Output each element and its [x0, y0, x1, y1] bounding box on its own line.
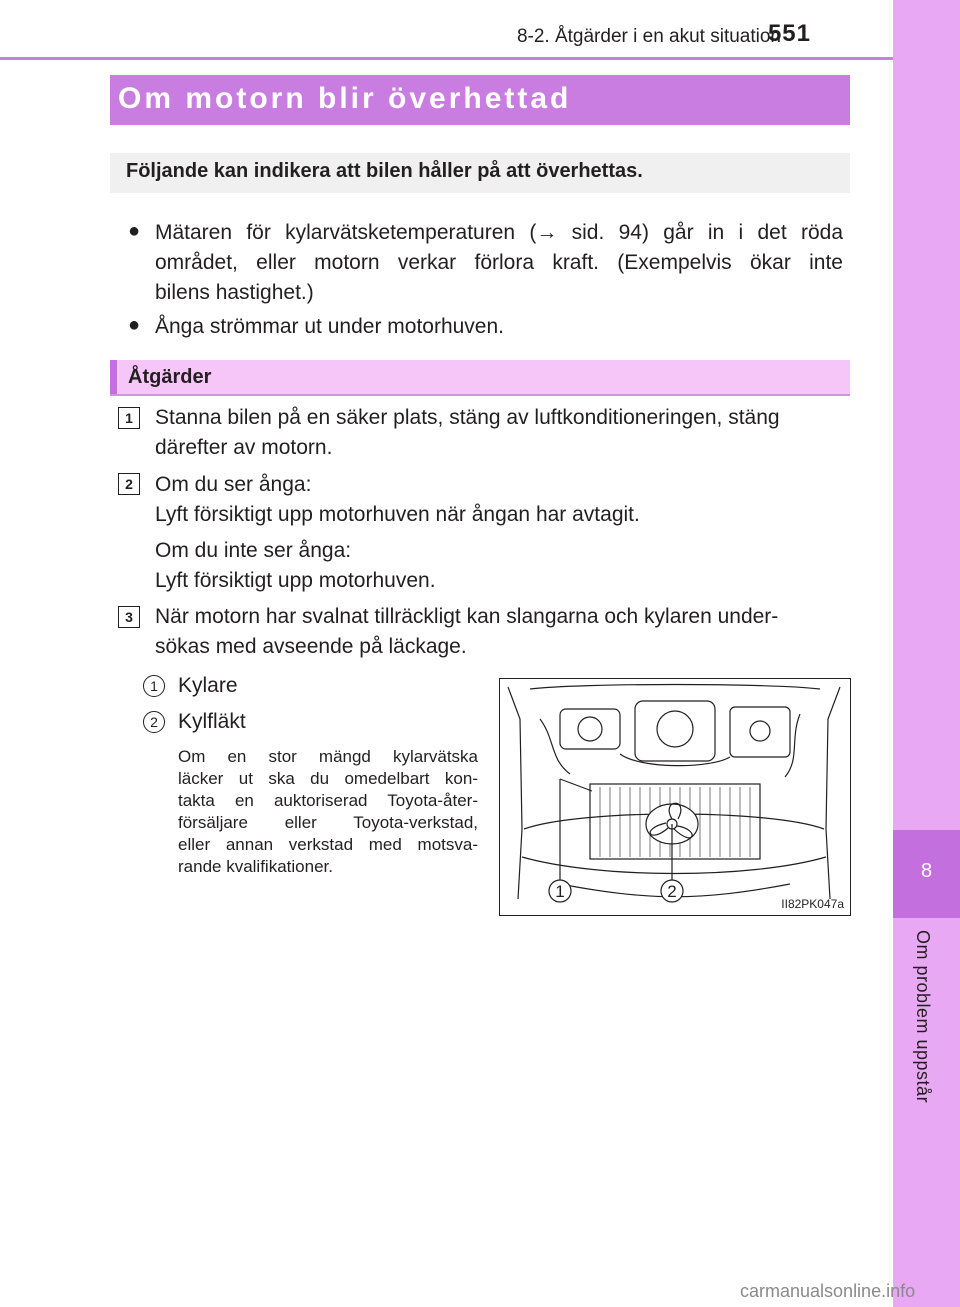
step-number-2: 2: [118, 473, 140, 495]
step-3-line-2: sökas med avseende på läckage.: [155, 635, 467, 658]
bullet-1-line-2: området, eller motorn verkar förlora kraft. (Exempelvis ökar inte: [155, 251, 843, 274]
step-2-line-3: Om du inte ser ånga:: [155, 539, 352, 562]
figure-code: II82PK047a: [781, 897, 844, 911]
step-2-line-2: Lyft försiktigt upp motorhuven när ångan har avtagit.: [155, 503, 640, 526]
note-line-3: takta en auktoriserad Toyota-åter-: [178, 791, 478, 810]
engine-bay-figure: [499, 678, 851, 916]
step-2-line-4: Lyft försiktigt upp motorhuven.: [155, 569, 436, 592]
page-number: 551: [767, 20, 811, 47]
bullet-icon: ●: [128, 314, 141, 336]
note-line-4: försäljare eller Toyota-verkstad,: [178, 813, 478, 832]
measures-heading-rule: [110, 394, 850, 396]
chapter-label: Om problem uppstår: [913, 930, 933, 1104]
note-line-2: läcker ut ska du omedelbart kon-: [178, 769, 478, 788]
callout-number-1: 1: [143, 675, 165, 697]
measures-heading-bar: [110, 360, 850, 395]
note-line-1: Om en stor mängd kylarvätska: [178, 747, 478, 766]
bullet-2-line-1: Ånga strömmar ut under motorhuven.: [155, 315, 505, 338]
engine-bay-illustration: [500, 679, 849, 914]
chapter-side-tab: [893, 0, 960, 1307]
step-3-line-1: När motorn har svalnat tillräckligt kan slangarna och kylaren under-: [155, 605, 779, 628]
chapter-number: 8: [920, 860, 933, 882]
page-header: [0, 0, 893, 60]
header-rule: [0, 57, 893, 60]
figure-marker-2-label: 2: [667, 882, 677, 901]
bullet-icon: ●: [128, 220, 141, 242]
callout-number-2: 2: [143, 711, 165, 733]
measures-heading: Åtgärder: [128, 366, 212, 388]
step-2-line-1: Om du ser ånga:: [155, 473, 312, 496]
bullet-1-line-3: bilens hastighet.): [155, 281, 314, 304]
watermark: carmanualsonline.info: [740, 1281, 916, 1301]
measures-heading-accent: [110, 360, 117, 395]
callout-label-cooling-fan: Kylfläkt: [178, 710, 246, 733]
step-1-line-1: Stanna bilen på en säker plats, stäng av luftkonditioneringen, stäng: [155, 406, 780, 429]
step-1-line-2: därefter av motorn.: [155, 436, 333, 459]
note-line-5: eller annan verkstad med motsva-: [178, 835, 478, 854]
figure-marker-1-label: 1: [555, 882, 565, 901]
step-number-3: 3: [118, 606, 140, 628]
header-section-title: 8-2. Åtgärder i en akut situation: [516, 26, 781, 47]
callout-label-radiator: Kylare: [178, 674, 238, 697]
bullet-1-line-1: Mätaren för kylarvätsketemperaturen (→ sid. 94) går in i det röda: [155, 221, 843, 244]
step-number-1: 1: [118, 407, 140, 429]
note-line-6: rande kvalifikationer.: [178, 857, 333, 876]
intro-text: Följande kan indikera att bilen håller på att överhettas.: [126, 160, 643, 182]
page-title: Om motorn blir överhettad: [118, 82, 572, 115]
